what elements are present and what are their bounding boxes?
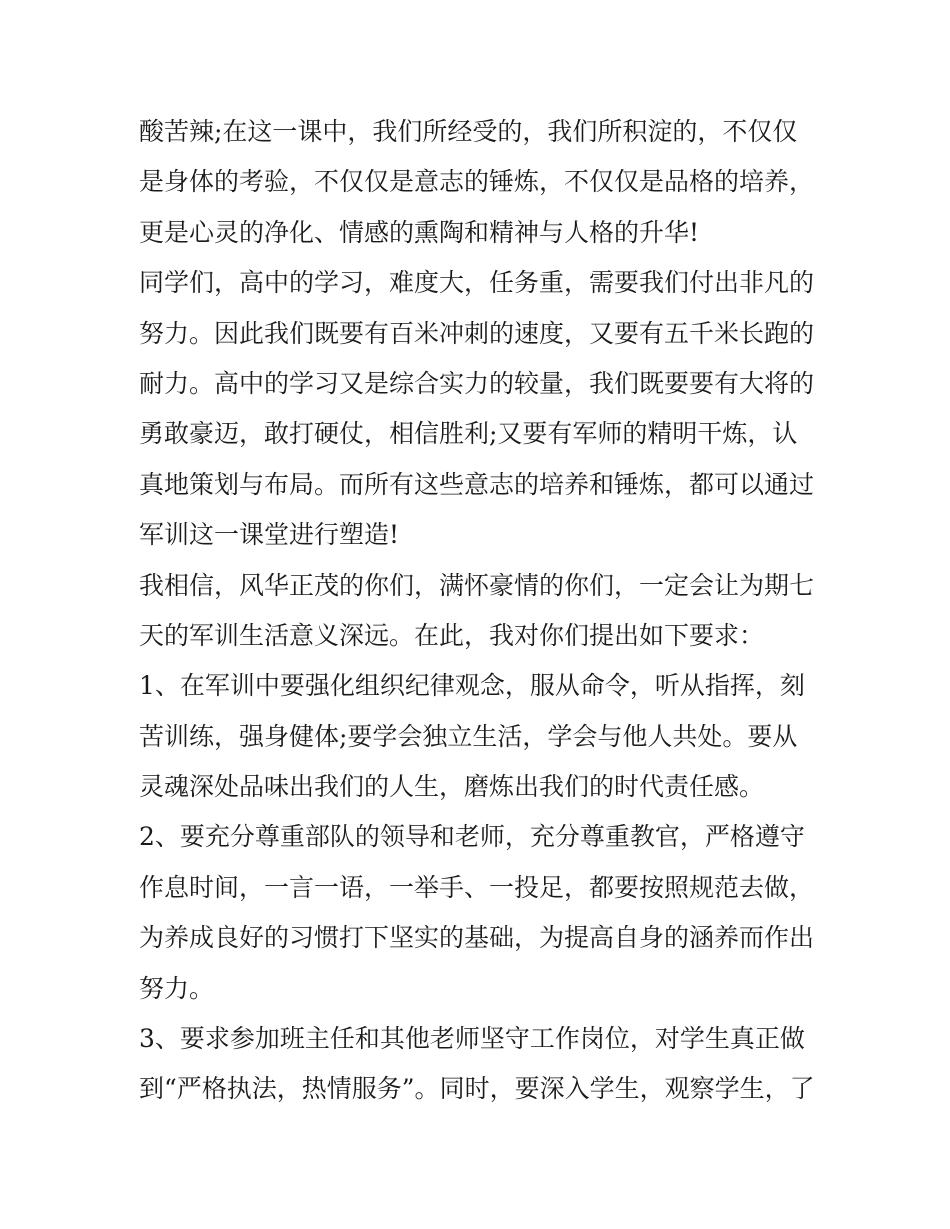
- text-line: 酸苦辣;在这一课中，我们所经受的，我们所积淀的，不仅仅: [139, 117, 798, 146]
- text-line: 作息时间，一言一语，一举手、一投足，都要按照规范去做，: [139, 872, 815, 902]
- text-line: 天的军训生活意义深远。在此，我对你们提出如下要求：: [139, 620, 765, 650]
- text-line: 努力。因此我们既要有百米冲刺的速度，又要有五千米长跑的: [139, 318, 815, 348]
- text-line: 军训这一课堂进行塑造!: [139, 520, 400, 550]
- text-line: 真地策划与布局。而所有这些意志的培养和锤炼，都可以通过: [139, 469, 815, 499]
- document-body: [139, 107, 819, 1115]
- text-line: 更是心灵的净化、情感的熏陶和精神与人格的升华!: [139, 217, 700, 247]
- text-line: 我相信，风华正茂的你们，满怀豪情的你们，一定会让为期七: [139, 570, 815, 600]
- text-line: 勇敢豪迈，敢打硬仗，相信胜利;又要有军师的精明干炼，认: [139, 419, 798, 449]
- text-line: 到“严格执法，热情服务”。同时，要深入学生，观察学生，了: [139, 1074, 815, 1104]
- text-line: 1、在军训中要强化组织纪律观念，服从命令，听从指挥，刻: [139, 671, 805, 701]
- text-line: 为养成良好的习惯打下坚实的基础，为提高自身的涵养而作出: [139, 923, 815, 953]
- text-line: 2、要充分尊重部队的领导和老师，充分尊重教官，严格遵守: [139, 822, 805, 852]
- text-line: 苦训练，强身健体;要学会独立生活，学会与他人共处。要从: [139, 721, 798, 751]
- text-line: 耐力。高中的学习又是综合实力的较量，我们既要要有大将的: [139, 368, 815, 398]
- text-line: 3、要求参加班主任和其他老师坚守工作岗位，对学生真正做: [139, 1024, 805, 1054]
- text-line: 同学们，高中的学习，难度大，任务重，需要我们付出非凡的: [139, 268, 815, 298]
- text-line: 努力。: [139, 973, 215, 1003]
- text-line: 灵魂深处品味出我们的人生，磨炼出我们的时代责任感。: [139, 772, 765, 802]
- text-line: 是身体的考验，不仅仅是意志的锤炼，不仅仅是品格的培养，: [139, 167, 815, 197]
